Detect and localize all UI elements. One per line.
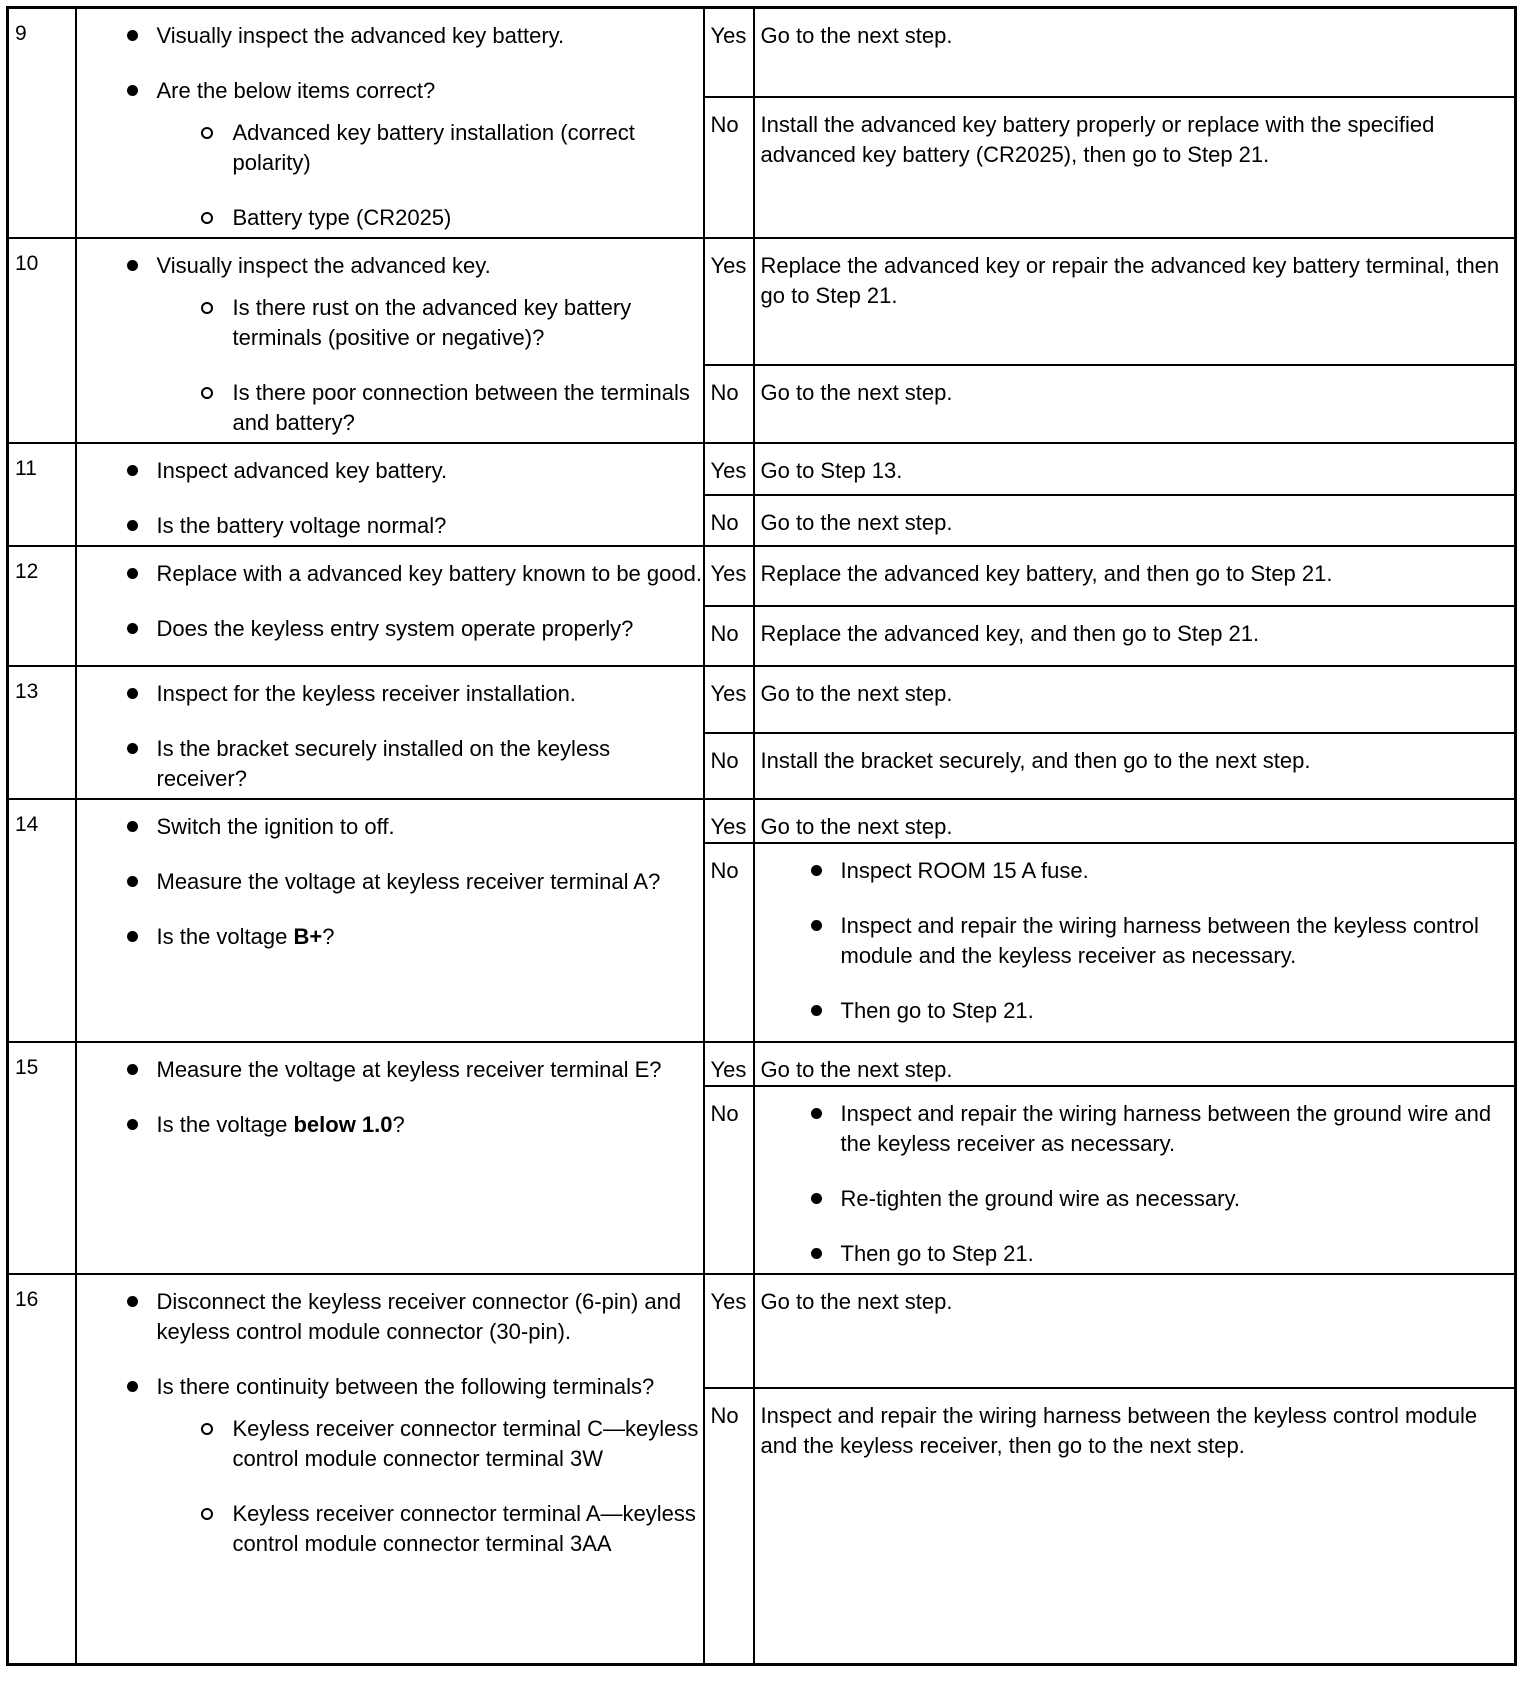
answer-no: No xyxy=(704,733,754,800)
step-row xyxy=(8,546,1516,606)
instruction-text: Are the below items correct? xyxy=(156,78,436,103)
answer-no: No xyxy=(704,97,754,238)
instruction-bullet xyxy=(77,76,703,106)
step-number: 16 xyxy=(8,1274,76,1664)
result-yes: Go to Step 13. xyxy=(754,443,1516,495)
instruction-bullet: Switch the ignition to off. xyxy=(77,812,703,842)
step-number: 10 xyxy=(8,238,76,443)
instruction-bullet: Does the keyless entry system operate properly? xyxy=(77,614,703,644)
result-no-list xyxy=(754,1086,1516,1274)
instruction-bullet: Measure the voltage at keyless receiver terminal E? xyxy=(77,1055,703,1085)
result-no: Replace the advanced key, and then go to Step 21. xyxy=(754,606,1516,666)
step-number: 14 xyxy=(8,799,76,1042)
instruction-bullet: Is the bracket securely installed on the keyless receiver? xyxy=(77,734,703,794)
answer-yes: Yes xyxy=(704,1274,754,1388)
instruction-bullet: Inspect advanced key battery. xyxy=(77,456,703,486)
step-row xyxy=(8,8,1516,98)
result-bullet: Inspect and repair the wiring harness between the ground wire and the keyless receiver as necessary. xyxy=(761,1099,1507,1159)
answer-yes: Yes xyxy=(704,238,754,365)
result-yes: Go to the next step. xyxy=(754,799,1516,843)
step-row xyxy=(8,666,1516,733)
step-number: 12 xyxy=(8,546,76,666)
step-instructions xyxy=(76,799,704,1042)
diagnostic-table xyxy=(6,6,1517,1666)
step-number: 9 xyxy=(8,8,76,239)
instruction-value: below 1.0 xyxy=(293,1112,393,1137)
instruction-bullet: Disconnect the keyless receiver connector (6-pin) and keyless control module connector (30-pin). xyxy=(77,1287,703,1347)
step-row xyxy=(8,1042,1516,1086)
step-number: 11 xyxy=(8,443,76,546)
instruction-bullet: Visually inspect the advanced key. xyxy=(77,251,703,281)
step-instructions xyxy=(76,546,704,666)
sub-bullet: Battery type (CR2025) xyxy=(77,203,703,233)
result-bullet: Then go to Step 21. xyxy=(761,1239,1507,1269)
instruction-value: B+ xyxy=(293,924,323,949)
result-yes: Go to the next step. xyxy=(754,1274,1516,1388)
result-yes: Go to the next step. xyxy=(754,666,1516,733)
answer-yes: Yes xyxy=(704,1042,754,1086)
result-no-list xyxy=(754,843,1516,1042)
instruction-text: ? xyxy=(322,924,335,949)
step-instructions xyxy=(76,1274,704,1664)
instruction-bullet: Inspect for the keyless receiver installation. xyxy=(77,679,703,709)
answer-no: No xyxy=(704,843,754,1042)
sub-bullet: Keyless receiver connector terminal C—keyless control module connector terminal 3W xyxy=(77,1414,703,1474)
result-no: Inspect and repair the wiring harness between the keyless control module and the keyless receiver, then go to the next step. xyxy=(754,1388,1516,1664)
instruction-text: ? xyxy=(392,1112,405,1137)
instruction-bullet: Replace with a advanced key battery known to be good. xyxy=(77,559,703,589)
result-no: Go to the next step. xyxy=(754,365,1516,443)
instruction-bullet: Visually inspect the advanced key battery. xyxy=(77,21,703,51)
instruction-bullet: Is the battery voltage normal? xyxy=(77,511,703,541)
step-row xyxy=(8,443,1516,495)
step-instructions xyxy=(76,238,704,443)
answer-yes: Yes xyxy=(704,546,754,606)
instruction-bullet xyxy=(77,922,703,952)
answer-yes: Yes xyxy=(704,799,754,843)
step-instructions xyxy=(76,8,704,239)
step-row xyxy=(8,799,1516,843)
instruction-bullet: Is there continuity between the following terminals? xyxy=(77,1372,703,1402)
result-no: Install the advanced key battery properly or replace with the specified advanced key battery (CR2025), then go to Step 21. xyxy=(754,97,1516,238)
result-bullet: Inspect ROOM 15 A fuse. xyxy=(761,856,1507,886)
instruction-text: Is the voltage xyxy=(156,1112,294,1137)
instruction-bullet xyxy=(77,1110,703,1140)
result-bullet: Inspect and repair the wiring harness between the keyless control module and the keyless receiver as necessary. xyxy=(761,911,1507,971)
sub-bullet: Is there poor connection between the terminals and battery? xyxy=(77,378,703,438)
answer-no: No xyxy=(704,1388,754,1664)
result-no: Go to the next step. xyxy=(754,495,1516,547)
step-instructions xyxy=(76,443,704,546)
answer-no: No xyxy=(704,606,754,666)
instruction-bullet: Measure the voltage at keyless receiver terminal A? xyxy=(77,867,703,897)
result-bullet: Then go to Step 21. xyxy=(761,996,1507,1026)
result-no: Install the bracket securely, and then go to the next step. xyxy=(754,733,1516,800)
step-row xyxy=(8,238,1516,365)
instruction-text: Is the voltage xyxy=(156,924,294,949)
answer-no: No xyxy=(704,365,754,443)
sub-bullet: Advanced key battery installation (correct polarity) xyxy=(77,118,703,178)
step-instructions xyxy=(76,666,704,799)
step-number: 13 xyxy=(8,666,76,799)
answer-no: No xyxy=(704,495,754,547)
answer-yes: Yes xyxy=(704,443,754,495)
result-yes: Replace the advanced key battery, and then go to Step 21. xyxy=(754,546,1516,606)
result-yes: Go to the next step. xyxy=(754,1042,1516,1086)
step-instructions xyxy=(76,1042,704,1274)
answer-no: No xyxy=(704,1086,754,1274)
step-row xyxy=(8,1274,1516,1388)
result-yes: Go to the next step. xyxy=(754,8,1516,98)
step-number: 15 xyxy=(8,1042,76,1274)
result-yes: Replace the advanced key or repair the advanced key battery terminal, then go to Step 21. xyxy=(754,238,1516,365)
result-bullet: Re-tighten the ground wire as necessary. xyxy=(761,1184,1507,1214)
answer-yes: Yes xyxy=(704,666,754,733)
sub-bullet: Is there rust on the advanced key battery terminals (positive or negative)? xyxy=(77,293,703,353)
sub-bullet: Keyless receiver connector terminal A—keyless control module connector terminal 3AA xyxy=(77,1499,703,1559)
answer-yes: Yes xyxy=(704,8,754,98)
